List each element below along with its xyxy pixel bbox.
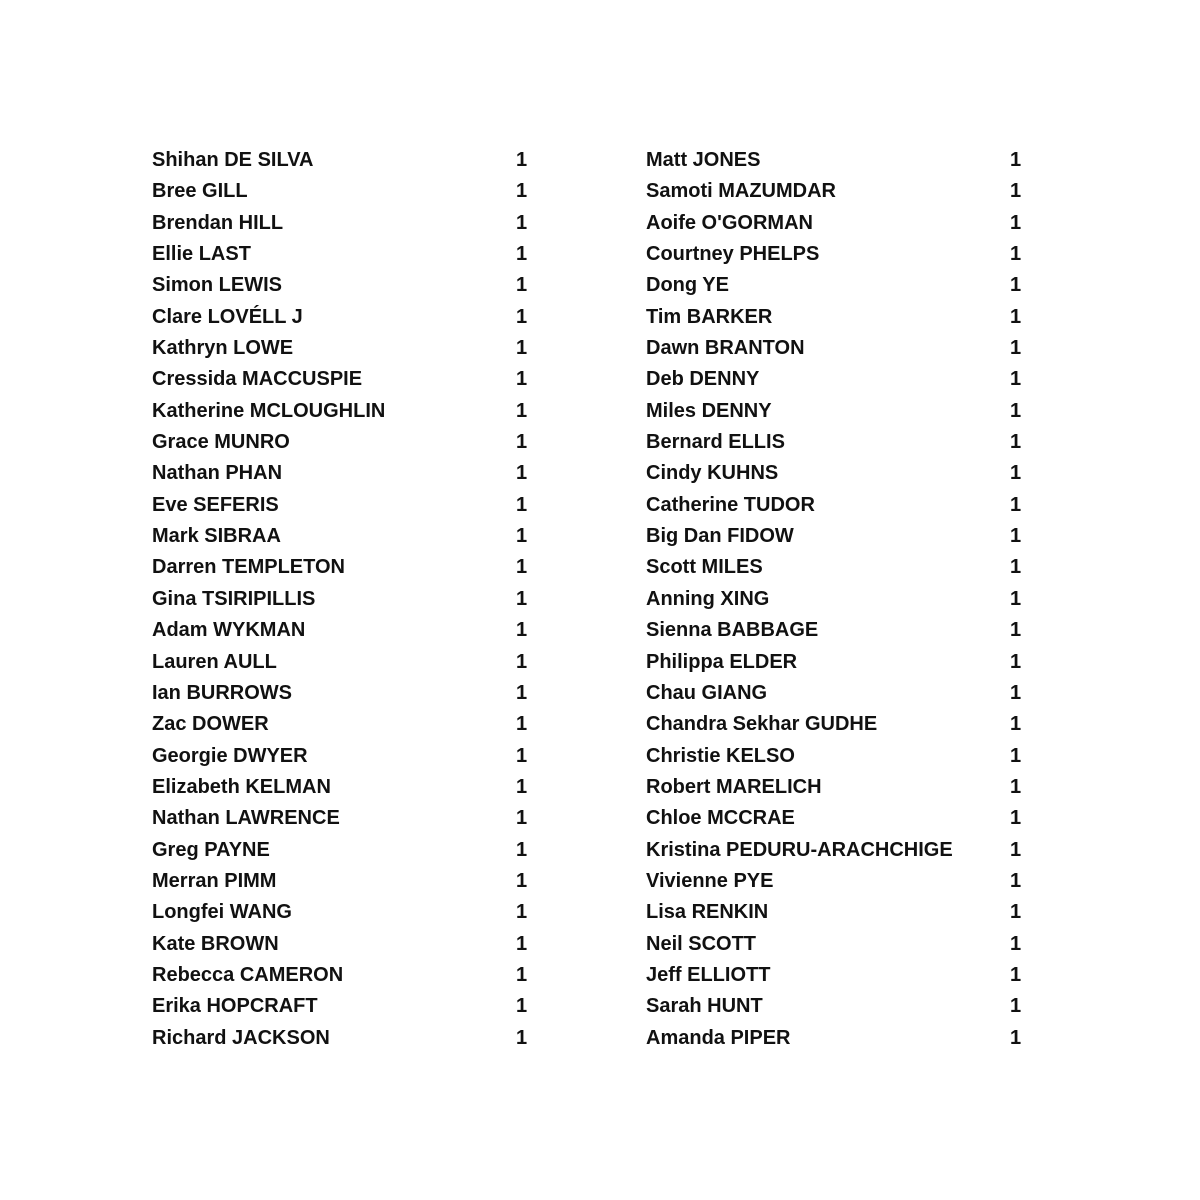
count-value: 1: [1010, 243, 1022, 266]
count-value: 1: [1010, 650, 1022, 673]
list-item: [646, 145, 1026, 176]
person-name: Kathryn LOWE: [152, 337, 294, 360]
count-value: 1: [1010, 337, 1022, 360]
person-name: Courtney PHELPS: [646, 243, 820, 266]
person-name: Gina TSIRIPILLIS: [152, 587, 316, 610]
person-name: Jeff ELLIOTT: [646, 963, 771, 986]
person-name: Zac DOWER: [152, 713, 269, 736]
count-value: 1: [516, 713, 528, 736]
count-value: 1: [516, 149, 528, 171]
person-name: Tim BARKER: [646, 305, 773, 328]
count-value: 1: [516, 744, 528, 767]
list-item: [646, 552, 1026, 583]
person-name: Sienna BABBAGE: [646, 619, 819, 642]
count-value: 1: [1010, 713, 1022, 736]
count-value: 1: [516, 431, 528, 454]
list-item: [646, 270, 1026, 301]
list-item: [646, 709, 1026, 740]
list-item: [152, 521, 532, 552]
person-name: Deb DENNY: [646, 368, 760, 391]
person-name: Greg PAYNE: [152, 838, 270, 861]
count-value: 1: [516, 525, 528, 548]
person-name: Philippa ELDER: [646, 650, 798, 673]
count-value: 1: [516, 274, 528, 297]
list-item: [152, 1023, 532, 1054]
list-item: [152, 427, 532, 458]
count-value: 1: [1010, 619, 1022, 642]
list-item: [646, 897, 1026, 928]
count-value: 1: [1010, 744, 1022, 767]
count-value: 1: [1010, 681, 1022, 704]
count-value: 1: [1010, 399, 1022, 422]
person-name: Chau GIANG: [646, 681, 768, 704]
count-value: 1: [1010, 305, 1022, 328]
person-name: Ian BURROWS: [152, 681, 292, 704]
person-name: Big Dan FIDOW: [646, 525, 794, 548]
person-name: Mark SIBRAA: [152, 525, 281, 548]
person-name: Matt JONES: [646, 149, 761, 171]
list-item: [646, 991, 1026, 1022]
person-name: Nathan LAWRENCE: [152, 807, 340, 830]
list-item: [646, 772, 1026, 803]
list-item: [646, 176, 1026, 207]
person-name: Longfei WANG: [152, 901, 292, 924]
person-name: Robert MARELICH: [646, 775, 822, 798]
count-value: 1: [516, 462, 528, 485]
count-value: 1: [516, 556, 528, 579]
list-item: [152, 615, 532, 646]
person-name: Ellie LAST: [152, 243, 251, 266]
person-name: Cressida MACCUSPIE: [152, 368, 363, 391]
person-name: Adam WYKMAN: [152, 619, 306, 642]
count-value: 1: [1010, 1026, 1022, 1049]
list-item: [646, 302, 1026, 333]
list-item: [152, 678, 532, 709]
list-item: [152, 396, 532, 427]
list-item: [152, 960, 532, 991]
count-value: 1: [1010, 180, 1022, 203]
list-item: [152, 302, 532, 333]
list-item: [152, 929, 532, 960]
count-value: 1: [516, 838, 528, 861]
count-value: 1: [1010, 274, 1022, 297]
count-value: 1: [516, 337, 528, 360]
count-value: 1: [1010, 462, 1022, 485]
count-value: 1: [1010, 901, 1022, 924]
list-item: [646, 333, 1026, 364]
count-value: 1: [1010, 963, 1022, 986]
list-item: [152, 897, 532, 928]
list-item: [152, 364, 532, 395]
count-value: 1: [1010, 493, 1022, 516]
person-name: Christie KELSO: [646, 744, 795, 767]
list-item: [646, 741, 1026, 772]
list-item: [646, 458, 1026, 489]
count-value: 1: [516, 243, 528, 266]
person-name: Katherine MCLOUGHLIN: [152, 399, 386, 422]
person-name: Rebecca CAMERON: [152, 963, 344, 986]
person-name: Scott MILES: [646, 556, 763, 579]
person-name: Simon LEWIS: [152, 274, 282, 297]
person-name: Grace MUNRO: [152, 431, 290, 454]
person-name: Amanda PIPER: [646, 1026, 791, 1049]
count-value: 1: [1010, 869, 1022, 892]
count-value: 1: [1010, 932, 1022, 955]
person-name: Miles DENNY: [646, 399, 772, 422]
person-name: Clare LOVÉLL J: [152, 305, 303, 328]
list-item: [152, 584, 532, 615]
list-item: [152, 835, 532, 866]
count-value: 1: [516, 963, 528, 986]
list-item: [152, 270, 532, 301]
count-value: 1: [516, 368, 528, 391]
count-value: 1: [516, 305, 528, 328]
person-name: Cindy KUHNS: [646, 462, 779, 485]
list-item: [646, 584, 1026, 615]
list-item: [152, 176, 532, 207]
left-name-list: [152, 145, 532, 1054]
person-name: Bree GILL: [152, 180, 248, 203]
person-name: Lauren AULL: [152, 650, 277, 673]
right-name-list: [646, 145, 1026, 1054]
count-value: 1: [1010, 587, 1022, 610]
list-item: [152, 741, 532, 772]
person-name: Kristina PEDURU-ARACHCHIGE: [646, 838, 953, 861]
person-name: Georgie DWYER: [152, 744, 308, 767]
list-item: [152, 552, 532, 583]
list-item: [646, 364, 1026, 395]
person-name: Eve SEFERIS: [152, 493, 279, 516]
count-value: 1: [1010, 838, 1022, 861]
count-value: 1: [516, 619, 528, 642]
list-item: [152, 145, 532, 176]
count-value: 1: [1010, 368, 1022, 391]
person-name: Neil SCOTT: [646, 932, 757, 955]
count-value: 1: [1010, 775, 1022, 798]
list-item: [152, 333, 532, 364]
person-name: Chandra Sekhar GUDHE: [646, 713, 878, 736]
count-value: 1: [516, 587, 528, 610]
count-value: 1: [516, 180, 528, 203]
list-item: [646, 239, 1026, 270]
person-name: Richard JACKSON: [152, 1026, 330, 1049]
count-value: 1: [516, 932, 528, 955]
list-item: [646, 866, 1026, 897]
list-item: [152, 991, 532, 1022]
count-value: 1: [1010, 556, 1022, 579]
count-value: 1: [516, 901, 528, 924]
count-value: 1: [1010, 995, 1022, 1018]
list-item: [646, 615, 1026, 646]
person-name: Dong YE: [646, 274, 729, 297]
list-item: [646, 647, 1026, 678]
person-name: Merran PIMM: [152, 869, 277, 892]
list-item: [152, 458, 532, 489]
person-name: Vivienne PYE: [646, 869, 774, 892]
list-item: [646, 929, 1026, 960]
list-item: [646, 960, 1026, 991]
list-item: [152, 772, 532, 803]
list-item: [152, 490, 532, 521]
list-item: [646, 835, 1026, 866]
person-name: Darren TEMPLETON: [152, 556, 345, 579]
count-value: 1: [1010, 149, 1022, 171]
count-value: 1: [516, 1026, 528, 1049]
person-name: Erika HOPCRAFT: [152, 995, 318, 1018]
count-value: 1: [516, 650, 528, 673]
list-item: [152, 803, 532, 834]
list-item: [152, 239, 532, 270]
count-value: 1: [516, 399, 528, 422]
person-name: Dawn BRANTON: [646, 337, 805, 360]
list-item: [646, 208, 1026, 239]
count-value: 1: [516, 995, 528, 1018]
list-item: [646, 396, 1026, 427]
list-item: [152, 709, 532, 740]
person-name: Brendan HILL: [152, 211, 284, 234]
person-name: Elizabeth KELMAN: [152, 775, 331, 798]
person-name: Bernard ELLIS: [646, 431, 785, 454]
person-name: Aoife O'GORMAN: [646, 211, 813, 234]
count-value: 1: [516, 211, 528, 234]
person-name: Lisa RENKIN: [646, 901, 769, 924]
person-name: Samoti MAZUMDAR: [646, 180, 836, 203]
list-item: [646, 803, 1026, 834]
list-item: [646, 1023, 1026, 1054]
count-value: 1: [1010, 525, 1022, 548]
list-item: [152, 647, 532, 678]
person-name: Sarah HUNT: [646, 995, 763, 1018]
person-name: Shihan DE SILVA: [152, 149, 314, 171]
count-value: 1: [1010, 431, 1022, 454]
list-item: [152, 208, 532, 239]
count-value: 1: [516, 681, 528, 704]
person-name: Nathan PHAN: [152, 462, 283, 485]
count-value: 1: [516, 807, 528, 830]
count-value: 1: [1010, 807, 1022, 830]
list-item: [646, 678, 1026, 709]
person-name: Anning XING: [646, 587, 770, 610]
count-value: 1: [516, 493, 528, 516]
count-value: 1: [516, 869, 528, 892]
list-item: [646, 427, 1026, 458]
list-item: [646, 521, 1026, 552]
list-item: [152, 866, 532, 897]
person-name: Catherine TUDOR: [646, 493, 815, 516]
count-value: 1: [516, 775, 528, 798]
person-name: Chloe MCCRAE: [646, 807, 795, 830]
person-name: Kate BROWN: [152, 932, 279, 955]
list-item: [646, 490, 1026, 521]
count-value: 1: [1010, 211, 1022, 234]
